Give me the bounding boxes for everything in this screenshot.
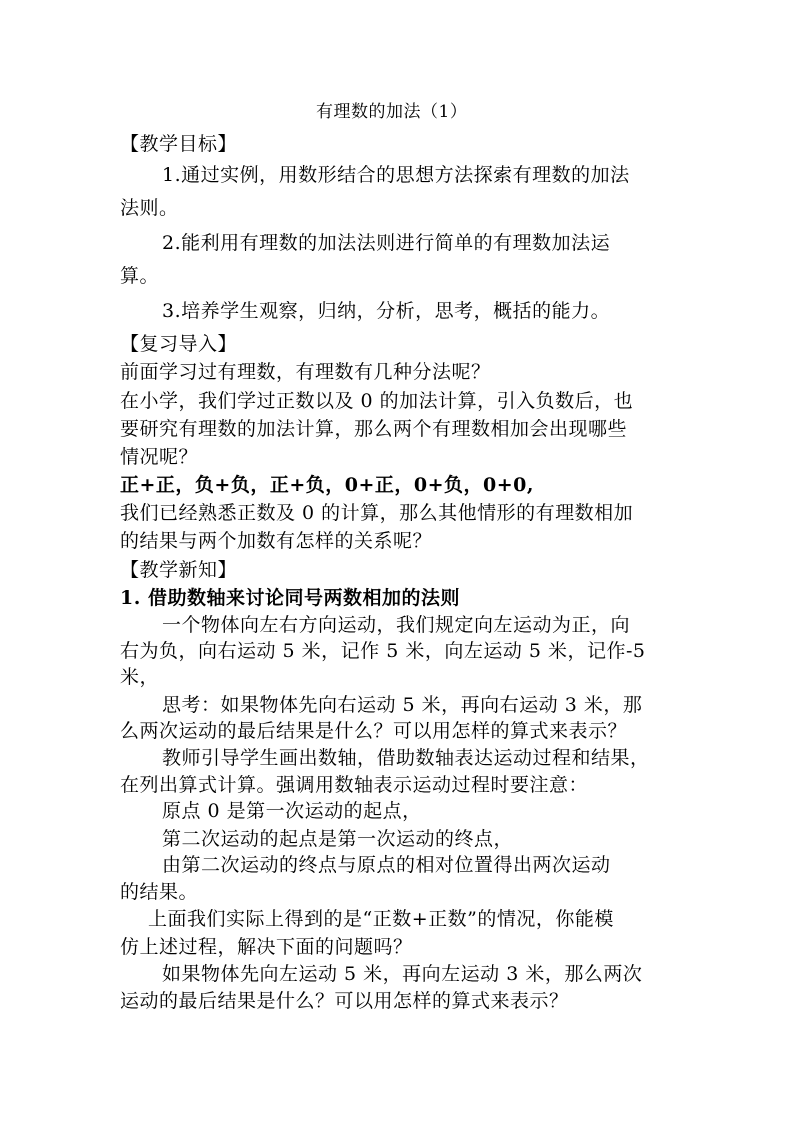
review-paragraph-2-line-1: 我们已经熟悉正数及 0 的计算，那么其他情形的有理数相加 [120, 502, 634, 524]
note-2: 第二次运动的起点是第一次运动的终点， [162, 828, 514, 850]
new-paragraph-1-line-1: 一个物体向左右方向运动，我们规定向左运动为正，向 [162, 614, 631, 636]
note-3-line-2: 的结果。 [120, 881, 199, 903]
new-paragraph-3-line-2: 在列出算式计算。强调用数轴表示运动过程时要注意： [120, 774, 589, 796]
new-paragraph-5-line-1: 如果物体先向左运动 5 米，再向左运动 3 米，那么两次 [162, 963, 643, 985]
review-paragraph-1-line-2: 要研究有理数的加法计算，那么两个有理数相加会出现哪些 [120, 418, 628, 440]
goal-2-line-1: 2.能利用有理数的加法法则进行简单的有理数加法运 [162, 232, 611, 254]
section-header-new: 【教学新知】 [120, 559, 238, 581]
goal-1-line-1: 1.通过实例，用数形结合的思想方法探索有理数的加法 [162, 164, 630, 186]
note-1: 原点 0 是第一次运动的起点， [162, 800, 422, 822]
page-title: 有理数的加法（1） [316, 102, 468, 122]
new-paragraph-2-line-1: 思考：如果物体先向右运动 5 米，再向右运动 3 米，那 [162, 694, 643, 716]
new-paragraph-1-line-3: 米， [120, 666, 160, 688]
new-heading-1: 1. 借助数轴来讨论同号两数相加的法则 [120, 587, 460, 609]
goal-3: 3.培养学生观察，归纳，分析，思考，概括的能力。 [162, 300, 611, 322]
review-paragraph-1-line-3: 情况呢？ [120, 446, 199, 468]
section-header-goals: 【教学目标】 [120, 133, 238, 155]
review-paragraph-1-line-1: 在小学，我们学过正数以及 0 的加法计算，引入负数后，也 [120, 390, 634, 412]
review-paragraph-2-line-2: 的结果与两个加数有怎样的关系呢？ [120, 530, 433, 552]
new-paragraph-4-line-1: 上面我们实际上得到的是“正数+正数”的情况，你能模 [148, 908, 614, 930]
review-question: 前面学习过有理数，有理数有几种分法呢？ [120, 361, 491, 383]
new-paragraph-3-line-1: 教师引导学生画出数轴，借助数轴表达运动过程和结果， [162, 747, 650, 769]
goal-2-line-2: 算。 [120, 265, 160, 287]
new-paragraph-5-line-2: 运动的最后结果是什么？可以用怎样的算式来表示？ [120, 990, 569, 1012]
goal-1-line-2: 法则。 [120, 197, 179, 219]
new-paragraph-1-line-2: 右为负，向右运动 5 米，记作 5 米，向左运动 5 米，记作-5 [120, 640, 646, 662]
review-cases: 正+正，负+负，正+负，0+正，0+负，0+0, [120, 474, 535, 496]
new-paragraph-2-line-2: 么两次运动的最后结果是什么？可以用怎样的算式来表示？ [120, 720, 628, 742]
section-header-review: 【复习导入】 [120, 333, 238, 355]
note-3-line-1: 由第二次运动的终点与原点的相对位置得出两次运动 [162, 854, 611, 876]
new-paragraph-4-line-2: 仿上述过程，解决下面的问题吗？ [120, 936, 413, 958]
